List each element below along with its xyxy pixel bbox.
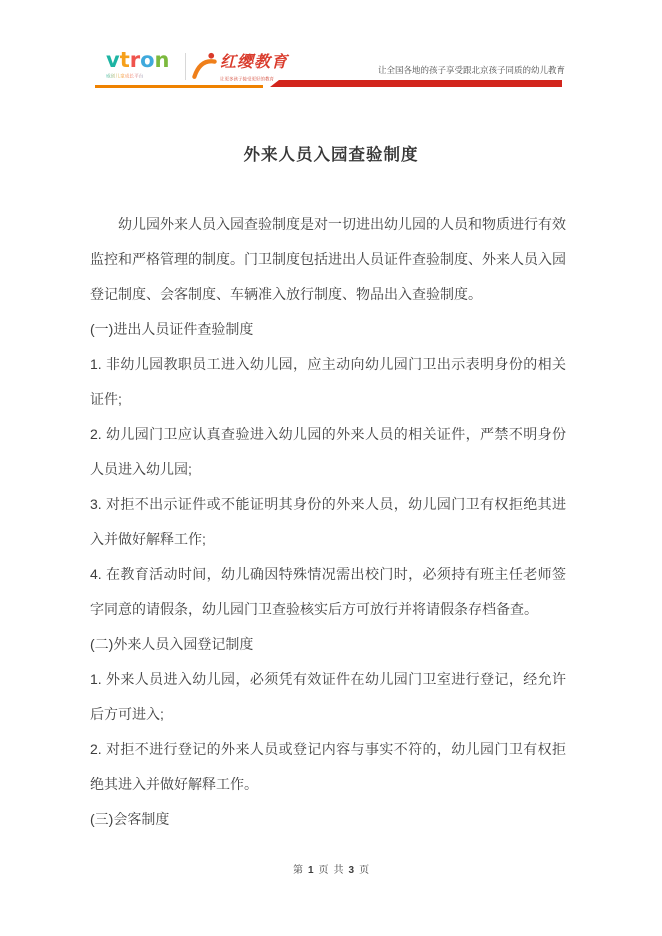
section-heading-2: (二)外来人员入园登记制度: [90, 636, 254, 652]
vtron-letter: o: [140, 48, 155, 72]
vtron-letter: v: [106, 48, 120, 72]
orange-rule: [95, 85, 263, 88]
list-item: 2. 幼儿园门卫应认真查验进入幼儿园的外来人员的相关证件，严禁不明身份人员进入幼儿园;: [90, 426, 566, 477]
red-rule: [270, 80, 562, 87]
vtron-letter: t: [119, 48, 130, 72]
footer-page-number: 1: [307, 865, 314, 876]
hongying-logo-textblock: [220, 50, 292, 84]
list-item: 2. 对拒不进行登记的外来人员或登记内容与事实不符的，幼儿园门卫有权拒绝其进入并做好解释工作。: [90, 741, 566, 792]
vtron-letter: r: [129, 48, 141, 72]
hongying-logo-tagline: 让更多孩子接受更好的教育: [220, 77, 275, 82]
vtron-logo: [106, 49, 178, 81]
hongying-swoosh-icon: [191, 50, 218, 80]
document-body: [90, 207, 566, 837]
list-item: 3. 对拒不出示证件或不能证明其身份的外来人员，幼儿园门卫有权拒绝其进入并做好解释工作;: [90, 496, 566, 547]
section-heading-1: (一)进出人员证件查验制度: [90, 321, 254, 337]
paragraph-intro: 幼儿园外来人员入园查验制度是对一切进出幼儿园的人员和物质进行有效监控和严格管理的制度。门卫制度包括进出人员证件查验制度、外来人员入园登记制度、会客制度、车辆准入放行制度、物品出入查验制度。: [90, 216, 566, 302]
footer-label: 共: [333, 865, 344, 876]
section-heading-3: (三)会客制度: [90, 811, 170, 827]
page-footer: [0, 861, 662, 876]
footer-label: 页: [318, 865, 329, 876]
vtron-letter: n: [154, 48, 170, 72]
vtron-logo-tagline: 威创儿童成长平台: [106, 72, 162, 79]
footer-label: 第: [292, 865, 303, 876]
header: [0, 0, 662, 100]
hongying-logo: [191, 50, 292, 84]
list-item: 1. 外来人员进入幼儿园，必须凭有效证件在幼儿园门卫室进行登记，经允许后方可进入;: [90, 671, 566, 722]
list-item: 1. 非幼儿园教职员工进入幼儿园，应主动向幼儿园门卫出示表明身份的相关证件;: [90, 356, 566, 407]
vtron-logo-wordmark: [106, 49, 178, 71]
page-title: 外来人员入园查验制度: [243, 146, 419, 164]
footer-total-pages: 3: [348, 865, 355, 876]
footer-label: 页: [359, 865, 370, 876]
header-slogan: 让全国各地的孩子享受跟北京孩子同质的幼儿教育: [377, 65, 565, 75]
list-item: 4. 在教育活动时间，幼儿确因特殊情况需出校门时，必须持有班主任老师签字同意的请假条，幼儿园门卫查验核实后方可放行并将请假条存档备查。: [90, 566, 566, 617]
hongying-logo-text: 红缨教育: [220, 54, 289, 71]
logo-divider: [185, 53, 186, 80]
